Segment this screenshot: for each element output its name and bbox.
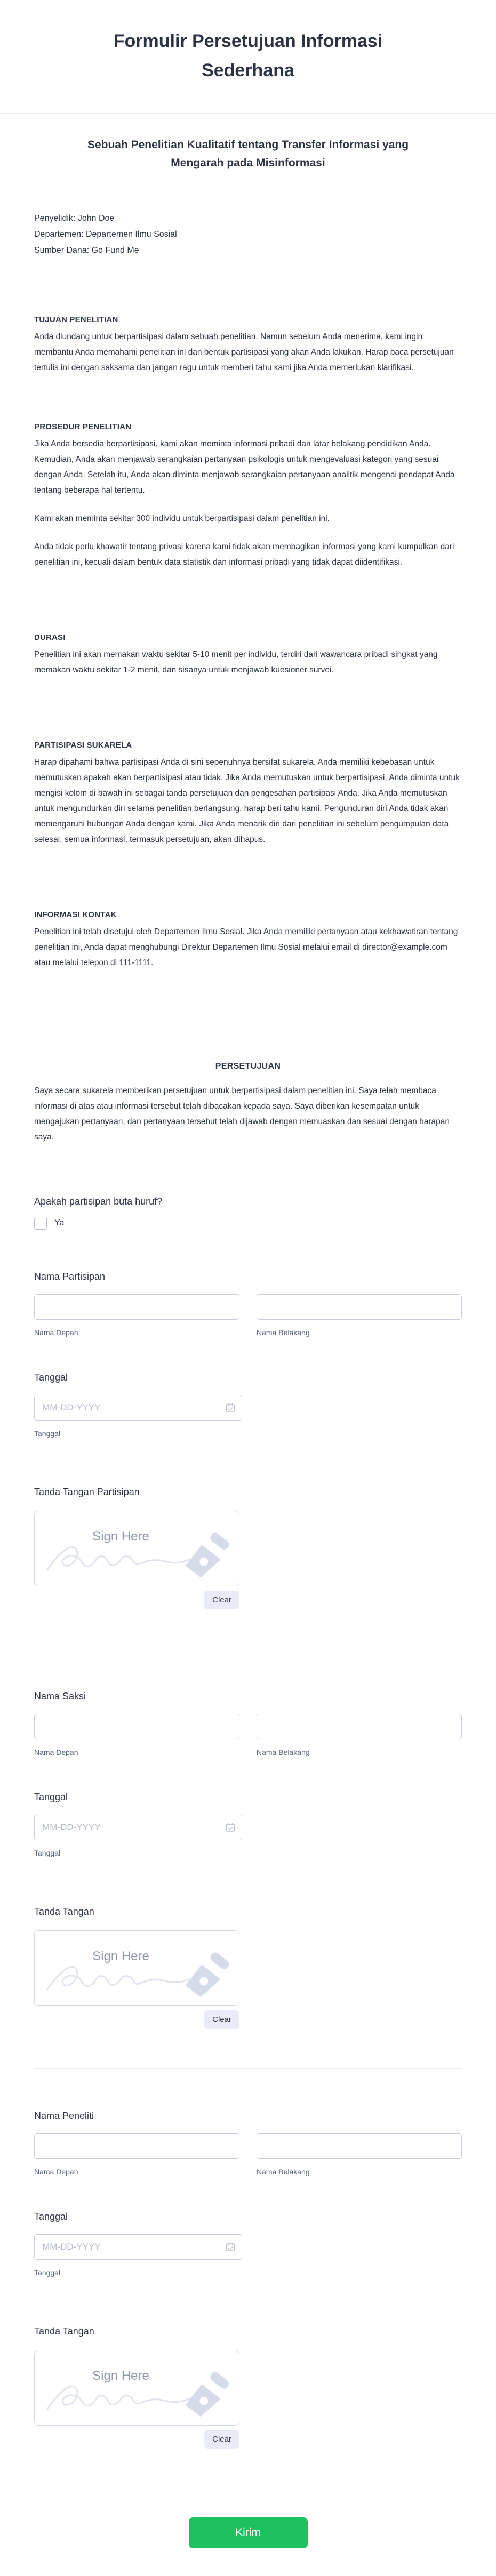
- section-prosedur: [34, 422, 462, 570]
- signature-squiggle-pen-icon: [35, 1511, 239, 1586]
- witness-signature-clear-button[interactable]: Clear: [204, 2010, 239, 2029]
- first-name-sublabel: Nama Depan: [34, 1748, 78, 1756]
- participant-date-label: Tanggal: [34, 1372, 68, 1383]
- researcher-date-label: Tanggal: [34, 2211, 68, 2222]
- witness-signature-pad[interactable]: [34, 1930, 239, 2006]
- section-partisipasi-sukarela: [34, 741, 462, 847]
- submit-button[interactable]: Kirim: [189, 2517, 308, 2548]
- section-heading: DURASI: [34, 633, 66, 642]
- section-heading: PROSEDUR PENELITIAN: [34, 422, 132, 431]
- section-paragraph: Anda diundang untuk berpartisipasi dalam sebuah penelitian. Namun sebelum Anda menerima, kami ingin membantu Anda memahami penelitian ini dan bentuk partisipasi yang akan Anda lakukan. Harap baca persetujuan tertulis ini dengan saksama dan jangan ragu untuk memberi tahu kami jika Anda memerlukan klarifikasi.: [34, 332, 454, 372]
- witness-date-input[interactable]: [34, 1815, 242, 1840]
- section-paragraph: Kami akan meminta sekitar 300 individu untuk berpartisipasi dalam penelitian ini.: [34, 514, 330, 523]
- researcher-last-name-input[interactable]: [257, 2133, 462, 2159]
- section-heading: INFORMASI KONTAK: [34, 910, 117, 919]
- section-divider: [34, 2068, 462, 2069]
- section-heading: PARTISIPASI SUKARELA: [34, 741, 132, 750]
- participant-name-label: Nama Partisipan: [34, 1271, 106, 1282]
- sign-here-text: Sign Here: [92, 2369, 149, 2383]
- last-name-sublabel: Nama Belakang: [257, 1748, 310, 1756]
- researcher-name-row: [34, 2133, 462, 2176]
- researcher-signature-actions: [34, 2430, 239, 2449]
- literacy-question-label: Apakah partisipan buta huruf?: [34, 1196, 163, 1207]
- participant-date-input[interactable]: [34, 1395, 242, 1421]
- witness-signature-actions: [34, 2010, 239, 2029]
- researcher-signature-pad[interactable]: [34, 2350, 239, 2426]
- witness-date-sublabel: Tanggal: [34, 1849, 61, 1857]
- section-paragraph: Harap dipahami bahwa partisipasi Anda di sini sepenuhnya bersifat sukarela. Anda memiliki kebebasan untuk memutuskan apakah akan berpartisipasi atau tidak. Jika Anda memutuskan untuk berpartisipasi, Anda diminta untuk mengisi kolom di bawah ini sebagai tanda persetujuan dan pengesahan partisipasi Anda. Jika Anda memutuskan untuk mengundurkan diri selama penelitian berlangsung, harap beri tahu kami. Pengunduran diri Anda tidak akan memengaruhi hubungan Anda dengan kami. Jika Anda menarik diri dari penelitian ini sebelum pengumpulan data selesai, semua informasi, termasuk persetujuan, akan dihapus.: [34, 758, 460, 844]
- researcher-date-input[interactable]: [34, 2234, 242, 2260]
- participant-signature-clear-button[interactable]: Clear: [204, 1591, 239, 1609]
- participant-signature-pad[interactable]: [34, 1511, 239, 1586]
- consent-paragraph: Saya secara sukarela memberikan persetujuan untuk berpartisipasi dalam penelitian ini. Saya telah membaca informasi di atas atau informasi tersebut telah dibacakan kepada saya. Saya diberikan kesempatan untuk mengajukan pertanyaan, dan pertanyaan tersebut telah dijawab dengan memuaskan dan sesuai dengan harapan saya.: [34, 1086, 450, 1142]
- page-title: Formulir Persetujuan Informasi Sederhana: [113, 31, 383, 81]
- last-name-col: [257, 1714, 462, 1756]
- consent-heading: PERSETUJUAN: [215, 1062, 281, 1071]
- last-name-col: [257, 1294, 462, 1337]
- section-paragraph: Penelitian ini akan memakan waktu sekitar 5-10 menit per individu, terdiri dari wawancara pribadi singkat yang memakan waktu sekitar 1-2 menit, dan sisanya untuk menjawab kuesioner survei.: [34, 650, 438, 675]
- first-name-sublabel: Nama Depan: [34, 1328, 78, 1337]
- literacy-yes-checkbox[interactable]: [34, 1217, 47, 1230]
- researcher-first-name-input[interactable]: [34, 2133, 239, 2159]
- signature-squiggle-pen-icon: [35, 1931, 239, 2005]
- participant-first-name-input[interactable]: [34, 1294, 239, 1320]
- participant-last-name-input[interactable]: [257, 1294, 462, 1320]
- participant-date-wrap: [34, 1395, 242, 1421]
- researcher-signature-label: Tanda Tangan: [34, 2326, 94, 2337]
- section-paragraph: Jika Anda bersedia berpartisipasi, kami akan meminta informasi pribadi dan latar belakang pendidikan Anda. Kemudian, Anda akan menjawab serangkaian pertanyaan psikologis untuk mengevaluasi kategori yang sesuai dengan Anda. Setelah itu, Anda akan diminta menjawab serangkaian pertanyaan analitik mengenai pendapat Anda tentang beberapa hal tertentu.: [34, 439, 455, 495]
- witness-first-name-input[interactable]: [34, 1714, 239, 1739]
- witness-date-label: Tanggal: [34, 1792, 68, 1802]
- literacy-option-row: [34, 1217, 462, 1230]
- sign-here-text: Sign Here: [92, 1529, 149, 1544]
- witness-signature-label: Tanda Tangan: [34, 1906, 94, 1917]
- form-header: [0, 0, 496, 114]
- calendar-icon[interactable]: [225, 1822, 236, 1833]
- funding-line: Sumber Dana: Go Fund Me: [34, 246, 139, 255]
- last-name-sublabel: Nama Belakang: [257, 2168, 310, 2176]
- researcher-date-sublabel: Tanggal: [34, 2268, 61, 2277]
- witness-last-name-input[interactable]: [257, 1714, 462, 1739]
- study-subtitle: Sebuah Penelitian Kualitatif tentang Transfer Informasi yang Mengarah pada Misinformasi: [87, 139, 409, 169]
- form-footer: [0, 2497, 496, 2576]
- first-name-sublabel: Nama Depan: [34, 2168, 78, 2176]
- participant-name-row: [34, 1294, 462, 1337]
- researcher-line: Penyelidik: John Doe: [34, 214, 115, 223]
- form-content: [0, 136, 496, 2449]
- calendar-icon[interactable]: [225, 2242, 236, 2252]
- section-paragraph: Penelitian ini telah disetujui oleh Departemen Ilmu Sosial. Jika Anda memiliki pertanyaan atau kekhawatiran tentang penelitian ini, Anda dapat menghubungi Direktur Departemen Ilmu Sosial melalui email di director@example.com atau melalui telepon di 111-1111.: [34, 927, 458, 967]
- participant-signature-actions: [34, 1591, 239, 1609]
- department-line: Departemen: Departemen Ilmu Sosial: [34, 230, 177, 239]
- section-tujuan: [34, 315, 462, 375]
- first-name-col: [34, 1294, 239, 1337]
- participant-date-sublabel: Tanggal: [34, 1429, 61, 1438]
- sign-here-text: Sign Here: [92, 1949, 149, 1963]
- witness-name-row: [34, 1714, 462, 1756]
- witness-name-label: Nama Saksi: [34, 1691, 86, 1702]
- signature-squiggle-pen-icon: [35, 2350, 239, 2425]
- section-durasi: [34, 633, 462, 678]
- last-name-col: [257, 2133, 462, 2176]
- researcher-signature-clear-button[interactable]: Clear: [204, 2430, 239, 2449]
- first-name-col: [34, 1714, 239, 1756]
- section-paragraph: Anda tidak perlu khawatir tentang privasi karena kami tidak akan membagikan informasi yang kami kumpulkan dari penelitian ini, kecuali dalam bentuk data statistik dan informasi pribadi yang tidak dapat diidentifikasi.: [34, 542, 454, 567]
- first-name-col: [34, 2133, 239, 2176]
- study-info: [34, 211, 462, 259]
- researcher-name-label: Nama Peneliti: [34, 2110, 94, 2121]
- section-heading: TUJUAN PENELITIAN: [34, 315, 118, 324]
- calendar-icon[interactable]: [225, 1402, 236, 1413]
- last-name-sublabel: Nama Belakang: [257, 1328, 310, 1337]
- witness-date-wrap: [34, 1815, 242, 1840]
- literacy-yes-label: Ya: [54, 1218, 65, 1227]
- section-informasi-kontak: [34, 910, 462, 970]
- researcher-date-wrap: [34, 2234, 242, 2260]
- participant-signature-label: Tanda Tangan Partisipan: [34, 1487, 140, 1497]
